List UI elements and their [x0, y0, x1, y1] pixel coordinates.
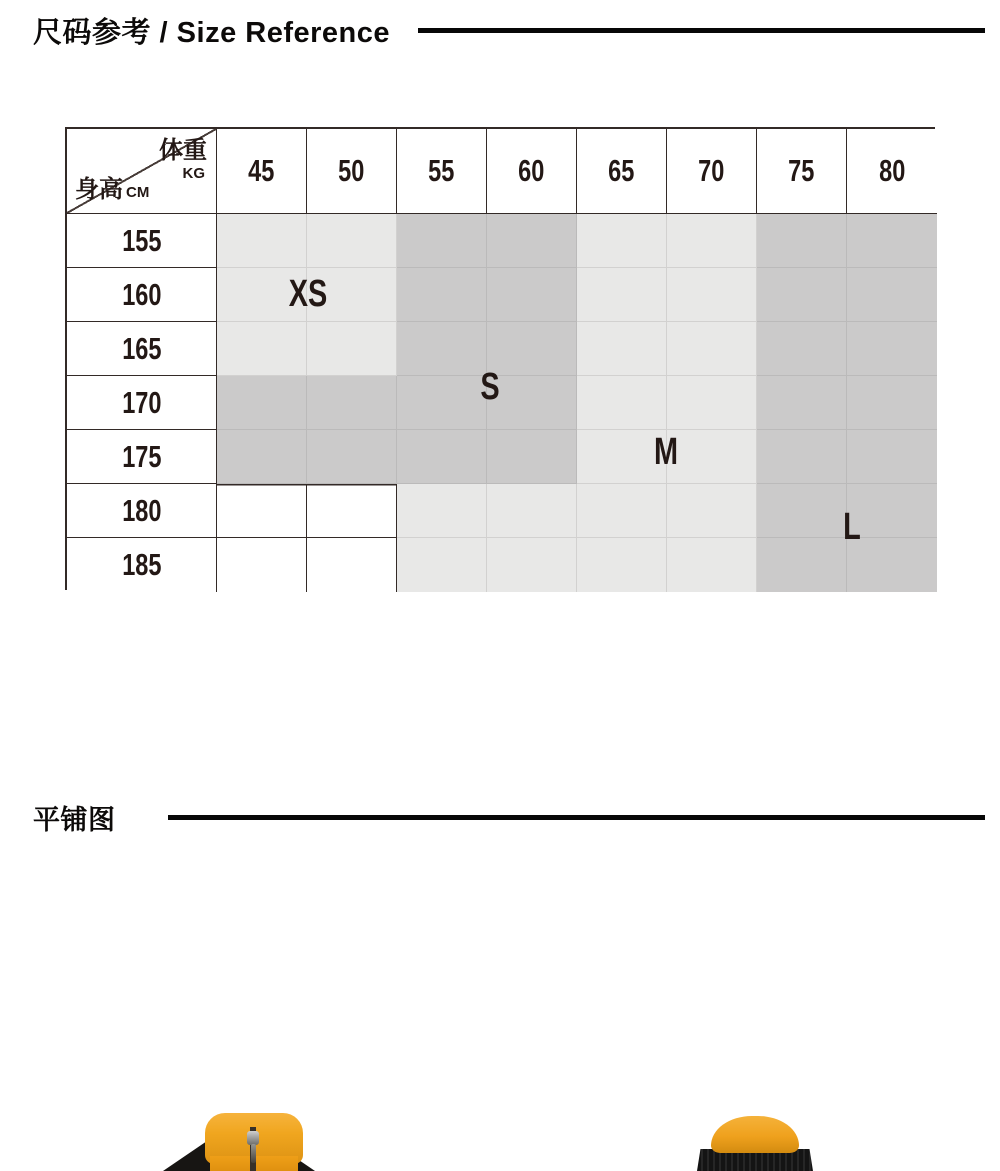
flat-lay-title: 平铺图 [33, 805, 116, 835]
weight-header-75: 75 [757, 129, 847, 214]
flat-lay-photo-left-jacket [163, 1112, 315, 1171]
size-cell-h165-w70-m [667, 322, 757, 376]
size-cell-h185-w65-m [577, 538, 667, 592]
size-reference-header [33, 10, 985, 51]
size-region-label-s: S [480, 366, 500, 408]
size-cell-h185-w50-empty [307, 538, 397, 592]
size-cell-h180-w55-m [397, 484, 487, 538]
size-cell-h185-w60-m [487, 538, 577, 592]
size-cell-h185-w75-l [757, 538, 847, 592]
size-cell-h165-w65-m [577, 322, 667, 376]
flat-lay-photo-right-jacket [694, 1116, 816, 1171]
size-cell-h160-w70-m [667, 268, 757, 322]
height-row-label-175: 175 [67, 430, 217, 484]
size-cell-h185-w70-m [667, 538, 757, 592]
size-cell-h180-w65-m [577, 484, 667, 538]
size-cell-h180-w70-m [667, 484, 757, 538]
size-cell-h160-w65-m [577, 268, 667, 322]
weight-header-65: 65 [577, 129, 667, 214]
weight-header-80: 80 [847, 129, 937, 214]
size-cell-h155-w80-l [847, 214, 937, 268]
size-table-grid [65, 127, 935, 590]
size-cell-h165-w55-s [397, 322, 487, 376]
height-row-label-170: 170 [67, 376, 217, 430]
weight-header-55: 55 [397, 129, 487, 214]
size-cell-h185-w45-empty [217, 538, 307, 592]
height-row-label-185: 185 [67, 538, 217, 592]
size-cell-h155-w65-m [577, 214, 667, 268]
size-cell-h170-w75-l [757, 376, 847, 430]
size-cell-h155-w60-s [487, 214, 577, 268]
size-cell-h160-w60-s [487, 268, 577, 322]
size-cell-h175-w75-l [757, 430, 847, 484]
size-cell-h180-w50-empty [307, 484, 397, 538]
size-cell-h175-w50-s [307, 430, 397, 484]
size-cell-h155-w45-xs [217, 214, 307, 268]
size-reference-divider-line [418, 28, 985, 33]
size-region-label-l: L [843, 506, 861, 548]
weight-header-60: 60 [487, 129, 577, 214]
size-cell-h180-w60-m [487, 484, 577, 538]
size-cell-h170-w80-l [847, 376, 937, 430]
size-cell-h175-w80-l [847, 430, 937, 484]
size-cell-h165-w80-l [847, 322, 937, 376]
weight-axis-unit: KG [182, 165, 205, 182]
weight-header-70: 70 [667, 129, 757, 214]
size-cell-h160-w75-l [757, 268, 847, 322]
right-jacket-yellow-collar [711, 1116, 799, 1153]
size-cell-h155-w70-m [667, 214, 757, 268]
weight-header-50: 50 [307, 129, 397, 214]
size-cell-h175-w55-s [397, 430, 487, 484]
size-cell-h155-w75-l [757, 214, 847, 268]
flat-lay-header [33, 798, 985, 837]
left-jacket-zipper-slider [247, 1131, 259, 1145]
size-region-label-xs: XS [288, 273, 328, 315]
size-cell-h160-w80-l [847, 268, 937, 322]
height-axis-label: 身高 CM [75, 176, 150, 203]
size-table-corner-cell [67, 129, 217, 214]
size-cell-h170-w50-s [307, 376, 397, 430]
height-row-label-160: 160 [67, 268, 217, 322]
size-cell-h170-w45-s [217, 376, 307, 430]
size-cell-h170-w70-m [667, 376, 757, 430]
left-jacket-zipper-pull [251, 1144, 256, 1163]
size-cell-h160-w55-s [397, 268, 487, 322]
size-region-label-m: M [653, 431, 679, 473]
size-cell-h155-w55-s [397, 214, 487, 268]
height-row-label-165: 165 [67, 322, 217, 376]
size-cell-h170-w55-s [397, 376, 487, 430]
weight-axis-label: 体重 [159, 137, 207, 164]
size-cell-h170-w65-m [577, 376, 667, 430]
size-cell-h165-w50-xs [307, 322, 397, 376]
size-cell-h155-w50-xs [307, 214, 397, 268]
height-axis-unit: CM [126, 184, 150, 201]
size-cell-h180-w75-l [757, 484, 847, 538]
size-chart [65, 127, 935, 590]
size-cell-h185-w55-m [397, 538, 487, 592]
size-cell-h175-w60-s [487, 430, 577, 484]
size-cell-h180-w45-empty [217, 484, 307, 538]
height-row-label-180: 180 [67, 484, 217, 538]
size-cell-h165-w45-xs [217, 322, 307, 376]
flat-lay-divider-line [168, 815, 986, 820]
size-cell-h175-w45-s [217, 430, 307, 484]
height-row-label-155: 155 [67, 214, 217, 268]
weight-header-45: 45 [217, 129, 307, 214]
size-cell-h165-w75-l [757, 322, 847, 376]
size-reference-title: 尺码参考 / Size Reference [33, 17, 390, 49]
